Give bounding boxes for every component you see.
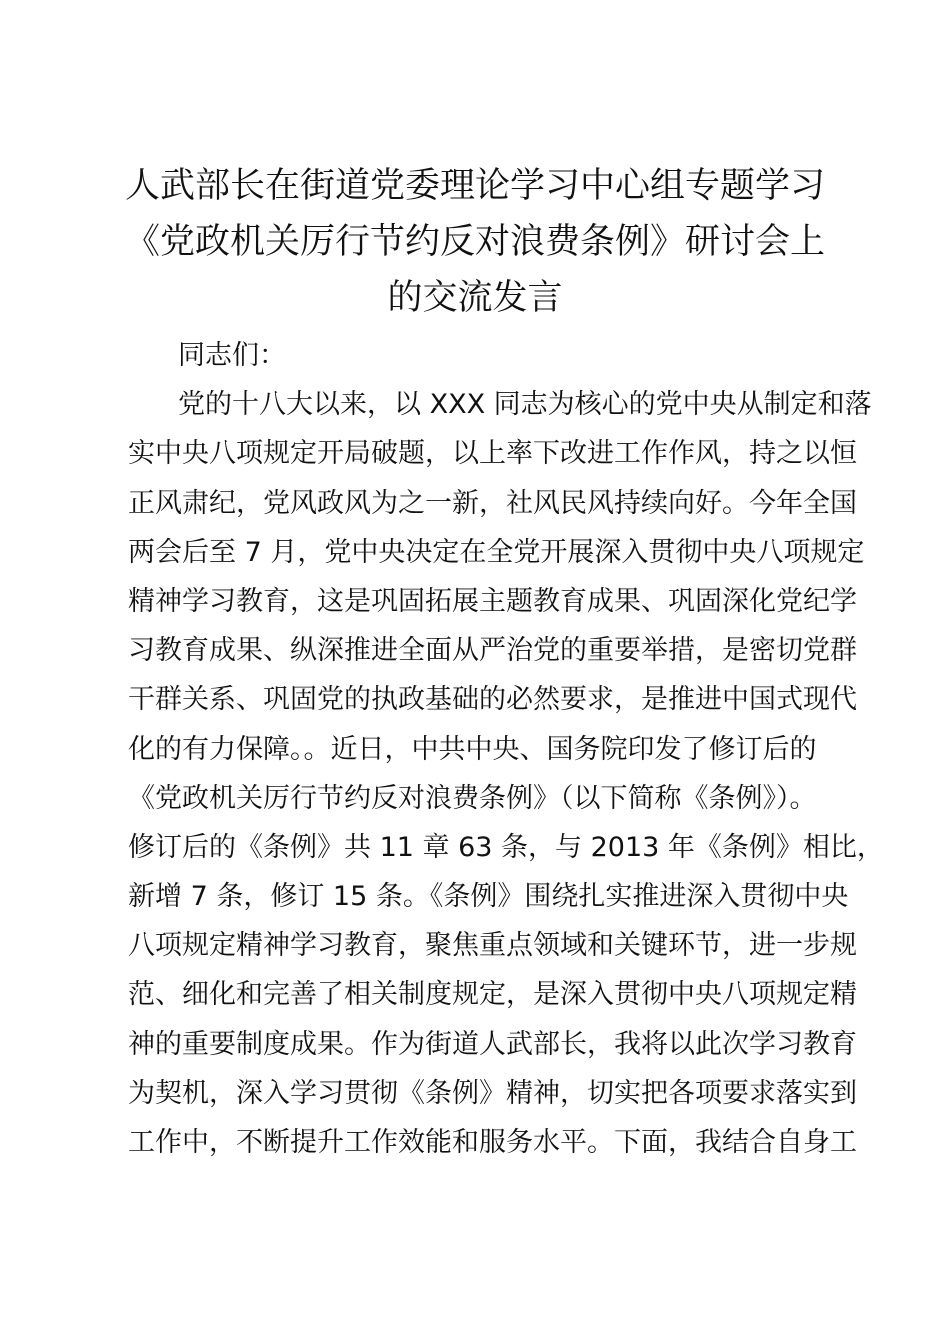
paragraph-line: 正风肃纪，党风政风为之一新，社风民风持续向好。今年全国 bbox=[128, 487, 857, 519]
paragraph-line: 干群关系、巩固党的执政基础的必然要求，是推进中国式现代 bbox=[128, 684, 857, 716]
paragraph-line: 八项规定精神学习教育，聚焦重点领域和关键环节，进一步规 bbox=[128, 930, 857, 962]
paragraph-line: 化的有力保障。。近日，中共中央、国务院印发了修订后的 bbox=[128, 733, 817, 765]
paragraph-line: 《党政机关厉行节约反对浪费条例》（以下简称《条例》）。 bbox=[128, 782, 817, 814]
paragraph-line: 新增 7 条，修订 15 条。《条例》围绕扎实推进深入贯彻中央 bbox=[128, 881, 849, 913]
title-line: 的交流发言 bbox=[387, 278, 563, 318]
paragraph-line: 范、细化和完善了相关制度规定，是深入贯彻中央八项规定精 bbox=[128, 979, 857, 1011]
paragraph-line: 习教育成果、纵深推进全面从严治党的重要举措，是密切党群 bbox=[128, 635, 857, 667]
paragraph-line: 精神学习教育，这是巩固拓展主题教育成果、巩固深化党纪学 bbox=[128, 585, 857, 617]
paragraph-line: 两会后至 7 月，党中央决定在全党开展深入贯彻中央八项规定 bbox=[128, 536, 865, 568]
paragraph-line: 实中央八项规定开局破题，以上率下改进工作作风，持之以恒 bbox=[128, 438, 857, 470]
paragraph-line: 修订后的《条例》共 11 章 63 条，与 2013 年《条例》相比， bbox=[128, 831, 884, 863]
title-line: 人武部长在街道党委理论学习中心组专题学习 bbox=[124, 166, 825, 206]
document-body bbox=[128, 334, 884, 1170]
paragraph-line: 党的十八大以来，以 XXX 同志为核心的党中央从制定和落 bbox=[178, 389, 872, 421]
title-line: 《党政机关厉行节约反对浪费条例》研讨会上 bbox=[124, 222, 825, 262]
salutation: 同志们： bbox=[178, 340, 286, 371]
paragraph-line: 神的重要制度成果。作为街道人武部长，我将以此次学习教育 bbox=[128, 1028, 857, 1060]
paragraph-line: 为契机，深入学习贯彻《条例》精神，切实把各项要求落实到 bbox=[128, 1077, 857, 1109]
paragraph-line: 工作中，不断提升工作效能和服务水平。下面，我结合自身工 bbox=[128, 1127, 857, 1158]
document-title bbox=[100, 158, 850, 326]
